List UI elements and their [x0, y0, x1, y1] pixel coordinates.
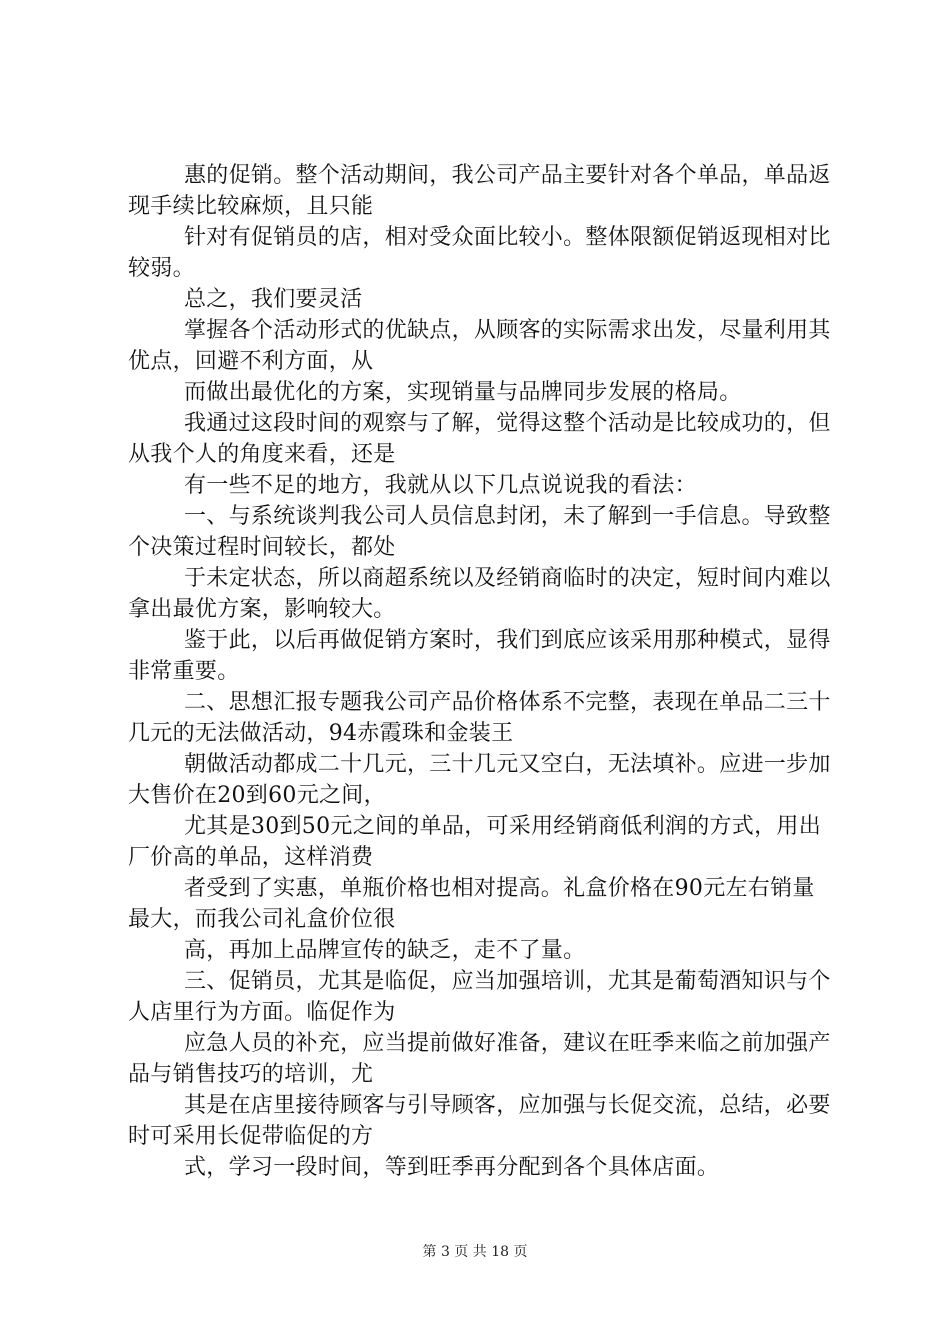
- document-body: [128, 160, 834, 1183]
- paragraph: 鉴于此，以后再做促销方案时，我们到底应该采用那种模式，显得非常重要。: [128, 628, 831, 684]
- paragraph: 而做出最优化的方案，实现销量与品牌同步发展的格局。: [184, 380, 742, 405]
- paragraph: 针对有促销员的店，相对受众面比较小。整体限额促销返现相对比较弱。: [128, 225, 831, 281]
- paragraph: 于未定状态，所以商超系统以及经销商临时的决定，短时间内难以拿出最优方案，影响较大。: [128, 566, 831, 622]
- paragraph: 掌握各个活动形式的优缺点，从顾客的实际需求出发，尽量利用其优点，回避不利方面，从: [128, 318, 831, 374]
- paragraph: 惠的促销。整个活动期间，我公司产品主要针对各个单品，单品返现手续比较麻烦，且只能: [128, 163, 831, 219]
- paragraph: 我通过这段时间的观察与了解，觉得这整个活动是比较成功的，但从我个人的角度来看，还是: [128, 411, 831, 467]
- paragraph: 高，再加上品牌宣传的缺乏，走不了量。: [184, 938, 586, 963]
- paragraph: 有一些不足的地方，我就从以下几点说说我的看法：: [184, 473, 697, 498]
- paragraph: 应急人员的补充，应当提前做好准备，建议在旺季来临之前加强产品与销售技巧的培训，尤: [128, 1031, 831, 1087]
- paragraph: 二、思想汇报专题我公司产品价格体系不完整，表现在单品二三十几元的无法做活动，94赤霞珠和金装王: [128, 690, 831, 746]
- paragraph: 尤其是30到50元之间的单品，可采用经销商低利润的方式，用出厂价高的单品，这样消费: [128, 814, 821, 870]
- paragraph: 者受到了实惠，单瓶价格也相对提高。礼盒价格在90元左右销量最大，而我公司礼盒价位很: [128, 876, 815, 932]
- paragraph: 一、与系统谈判我公司人员信息封闭，未了解到一手信息。导致整个决策过程时间较长，都处: [128, 504, 831, 560]
- paragraph: 朝做活动都成二十几元，三十几元又空白，无法填补。应进一步加大售价在20到60元之间，: [128, 752, 831, 808]
- paragraph: 三、促销员，尤其是临促，应当加强培训，尤其是葡萄酒知识与个人店里行为方面。临促作为: [128, 969, 831, 1025]
- paragraph: 其是在店里接待顾客与引导顾客，应加强与长促交流，总结，必要时可采用长促带临促的方: [128, 1093, 831, 1149]
- page-number-footer: 第 3 页 共 18 页: [422, 1244, 528, 1260]
- paragraph: 总之，我们要灵活: [184, 287, 363, 312]
- paragraph: 式，学习一段时间，等到旺季再分配到各个具体店面。: [184, 1155, 720, 1180]
